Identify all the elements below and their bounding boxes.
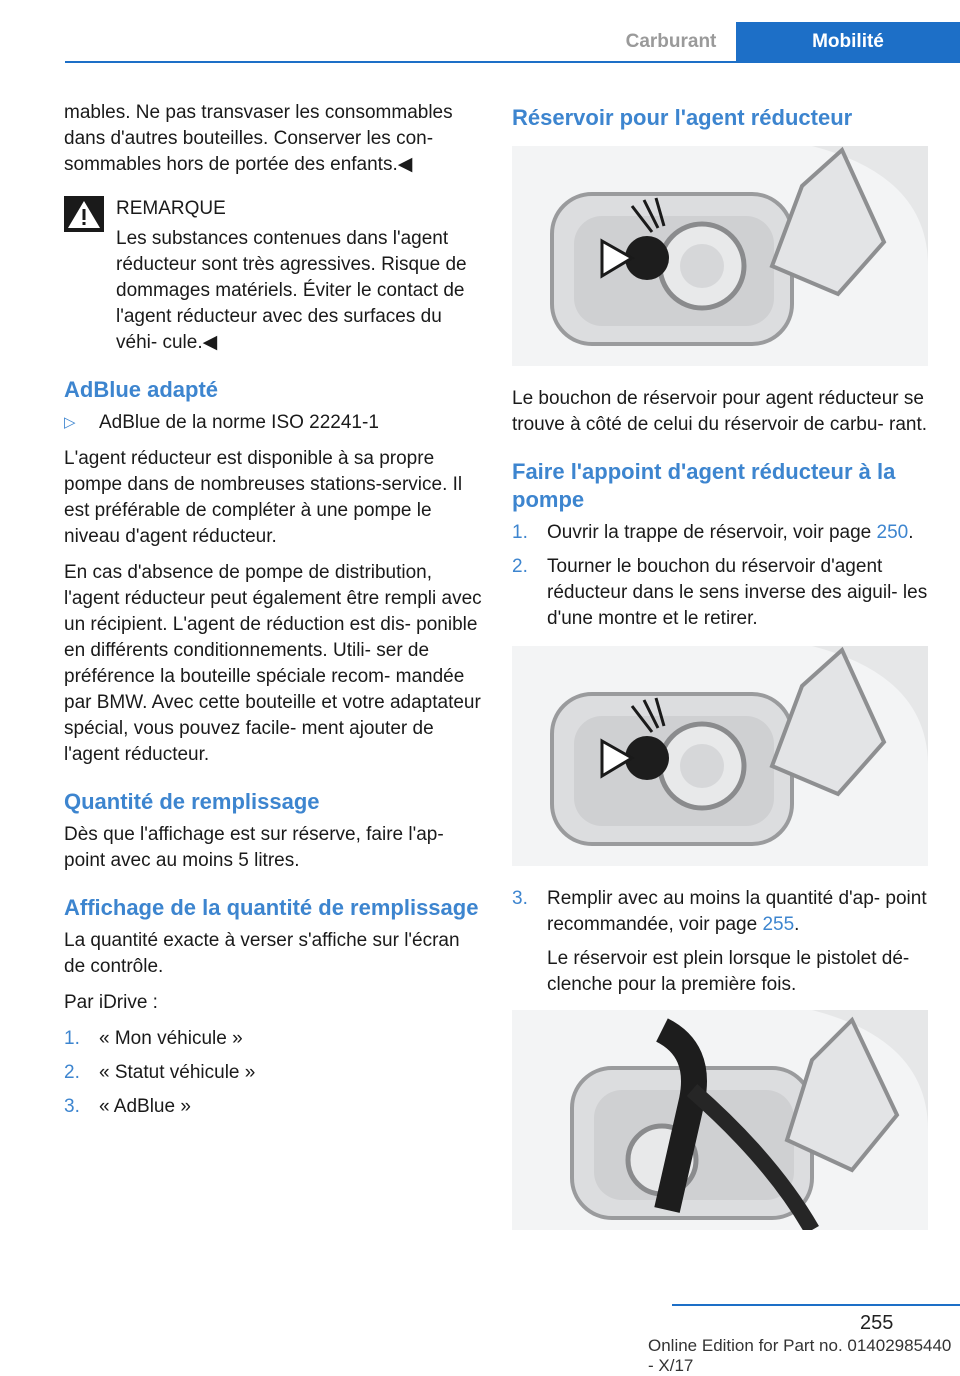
footer-edition: Online Edition for Part no. 01402985440 - X/17 — [648, 1336, 952, 1375]
paragraph-idrive: Par iDrive : — [64, 992, 158, 1013]
list-item: 1. « Mon véhicule » — [64, 1028, 243, 1049]
warning-block — [64, 196, 482, 356]
paragraph-ecran: La quantité exacte à verser s'affiche sur l'écran de contrôle. — [64, 930, 460, 977]
left-column — [64, 100, 482, 1132]
idrive-steps — [64, 1026, 482, 1120]
paragraph-bouchon: Le bouchon de réservoir pour agent réducteur se trouve à côté de celui du réservoir de carbu‐ rant. — [512, 388, 928, 435]
list-item: 3. Remplir avec au moins la quantité d'ap‐ point recommandée, voir page 255. Le réservoir est plein lorsque le pistolet dé‐ clenche pour la première fois. — [512, 886, 932, 998]
header-tab-carburant[interactable]: Carburant — [606, 22, 736, 62]
paragraph-reserve: Dès que l'affichage est sur réserve, faire l'ap‐ point avec au moins 5 litres. — [64, 824, 444, 871]
heading-reservoir: Réservoir pour l'agent réducteur — [512, 105, 853, 130]
bullet-triangle-icon: ▷ — [64, 414, 76, 431]
step3-note: Le réservoir est plein lorsque le pistolet dé‐ clenche pour la première fois. — [547, 948, 910, 995]
figure-fuel-door-closed-cap — [512, 146, 928, 366]
heading-affichage-quantite: Affichage de la quantité de remplissage — [64, 895, 479, 920]
paragraph-recipient: En cas d'absence de pompe de distribution, l'agent réducteur peut également être rempli avec un récipient. L'agent de réduction est dis‐ ponible en différents conditionnements. Utili‐ ser de préférence la bouteille spéciale recom‐ mandée par BMW. Avec cette bouteille et votre adaptateur spécial, vous pouvez facile‐ ment ajouter de l'agent réducteur. — [64, 562, 482, 765]
heading-adblue-adapte: AdBlue adapté — [64, 377, 219, 402]
appoint-steps-continued — [512, 886, 932, 998]
list-item: 1. Ouvrir la trappe de réservoir, voir page 250. — [512, 522, 914, 543]
page-number: 255 — [860, 1312, 894, 1334]
list-item: 2. « Statut véhicule » — [64, 1062, 256, 1083]
warning-text: Les substances contenues dans l'agent réducteur sont très agressives. Risque de dommages matériels. Éviter le contact de l'agent réducteur avec des surfaces du véhi‐ cule.◀ — [116, 228, 467, 353]
list-item: 3. « AdBlue » — [64, 1096, 191, 1117]
header-rule — [65, 61, 960, 63]
warning-triangle-icon — [64, 196, 104, 232]
list-item: 2. Tourner le bouchon du réservoir d'agent réducteur dans le sens inverse des aiguil‐ les d'une montre et le retirer. — [512, 556, 928, 629]
page-link-250[interactable]: 250 — [876, 522, 909, 543]
header-tab-mobilite[interactable]: Mobilité — [736, 22, 960, 62]
right-column — [512, 100, 932, 1250]
appoint-steps — [512, 520, 932, 632]
figure-filling-nozzle — [512, 1010, 928, 1230]
page-link-255[interactable]: 255 — [762, 914, 795, 935]
bullet-text: AdBlue de la norme ISO 22241-1 — [99, 412, 379, 433]
intro-paragraph: mables. Ne pas transvaser les consommables dans d'autres bouteilles. Conserver les con‐ sommables hors de portée des enfants.◀ — [64, 102, 453, 175]
bullet-item — [64, 410, 482, 436]
footer-rule — [672, 1304, 960, 1306]
figure-fuel-door-cap-removal — [512, 646, 928, 866]
heading-appoint-pompe: Faire l'appoint d'agent réducteur à la pompe — [512, 459, 896, 512]
paragraph-pompe: L'agent réducteur est disponible à sa propre pompe dans de nombreuses stations-service. Il est préférable de compléter à une pompe le niveau d'agent réducteur. — [64, 448, 463, 547]
heading-quantite-remplissage: Quantité de remplissage — [64, 789, 320, 814]
warning-label: REMARQUE — [116, 198, 226, 219]
